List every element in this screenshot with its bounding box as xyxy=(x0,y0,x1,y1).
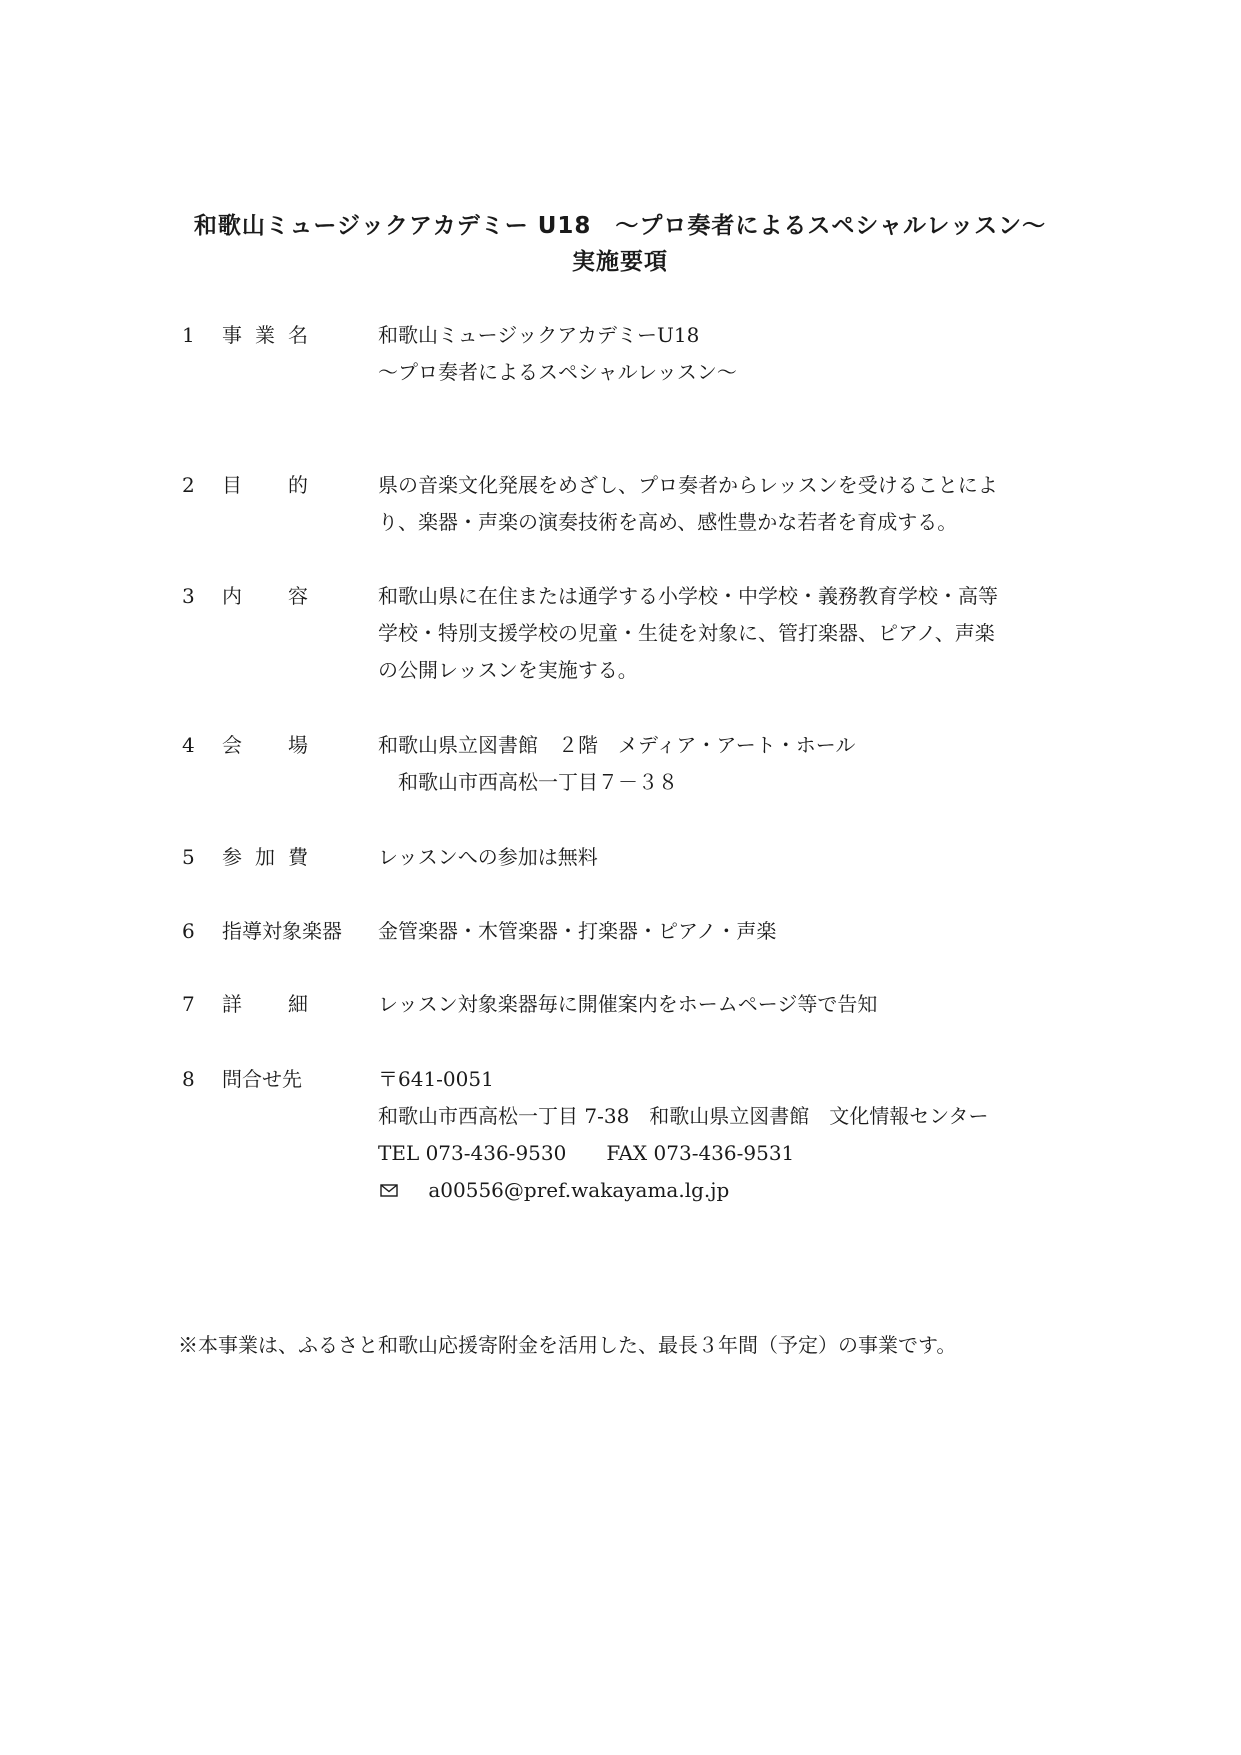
item-label: 会 場 xyxy=(222,733,308,757)
item-body: レッスンへの参加は無料 xyxy=(378,845,598,869)
item-body: 和歌山県に在住または通学する小学校・中学校・義務教育学校・高等 学校・特別支援学校の児童・生徒を対象に、管打楽器、ピアノ、声楽 の公開レッスンを実施する。 xyxy=(378,584,998,682)
title-line-2: 実施要項 xyxy=(572,249,668,275)
item-number: 1 xyxy=(182,323,195,347)
item-body: 和歌山ミュージックアカデミーU18 ～プロ奏者によるスペシャルレッスン～ xyxy=(378,323,737,384)
item-number: 8 xyxy=(182,1067,195,1091)
item-body xyxy=(378,1061,1068,1209)
item-label: 問合せ先 xyxy=(222,1067,302,1091)
item-label: 内 容 xyxy=(222,584,308,608)
item-number: 5 xyxy=(182,845,195,869)
item-label: 目 的 xyxy=(222,473,308,497)
item-label: 参 加 費 xyxy=(222,845,308,869)
contact-email[interactable]: a00556@pref.wakayama.lg.jp xyxy=(428,1178,730,1202)
item-number: 6 xyxy=(182,919,195,943)
contact-email-line xyxy=(378,1172,1068,1209)
item-label: 詳 細 xyxy=(222,992,308,1016)
envelope-icon xyxy=(380,1184,398,1197)
item-body: レッスン対象楽器毎に開催案内をホームページ等で告知 xyxy=(378,992,878,1016)
item-body: 金管楽器・木管楽器・打楽器・ピアノ・声楽 xyxy=(378,919,777,943)
contact-address: 和歌山市西高松一丁目 7-38 和歌山県立図書館 文化情報センター xyxy=(378,1104,989,1128)
item-number: 7 xyxy=(182,992,195,1016)
postal-code: 〒641-0051 xyxy=(378,1067,494,1091)
item-number: 2 xyxy=(182,473,195,497)
item-label: 事 業 名 xyxy=(222,323,308,347)
item-number: 4 xyxy=(182,733,195,757)
item-number: 3 xyxy=(182,584,195,608)
footnote: ※本事業は、ふるさと和歌山応援寄附金を活用した、最長３年間（予定）の事業です。 xyxy=(178,1333,957,1357)
item-body: 県の音楽文化発展をめざし、プロ奏者からレッスンを受けることによ り、楽器・声楽の演奏技術を高め、感性豊かな若者を育成する。 xyxy=(378,473,998,534)
item-body: 和歌山県立図書館 ２階 メディア・アート・ホール 和歌山市西高松一丁目７－３８ xyxy=(378,733,856,794)
contact-phone-fax: TEL 073-436-9530 FAX 073-436-9531 xyxy=(378,1141,795,1165)
item-label: 指導対象楽器 xyxy=(222,919,342,943)
title-line-1: 和歌山ミュージックアカデミー U18 ～プロ奏者によるスペシャルレッスン～ xyxy=(193,213,1047,239)
document-title xyxy=(140,208,1100,280)
